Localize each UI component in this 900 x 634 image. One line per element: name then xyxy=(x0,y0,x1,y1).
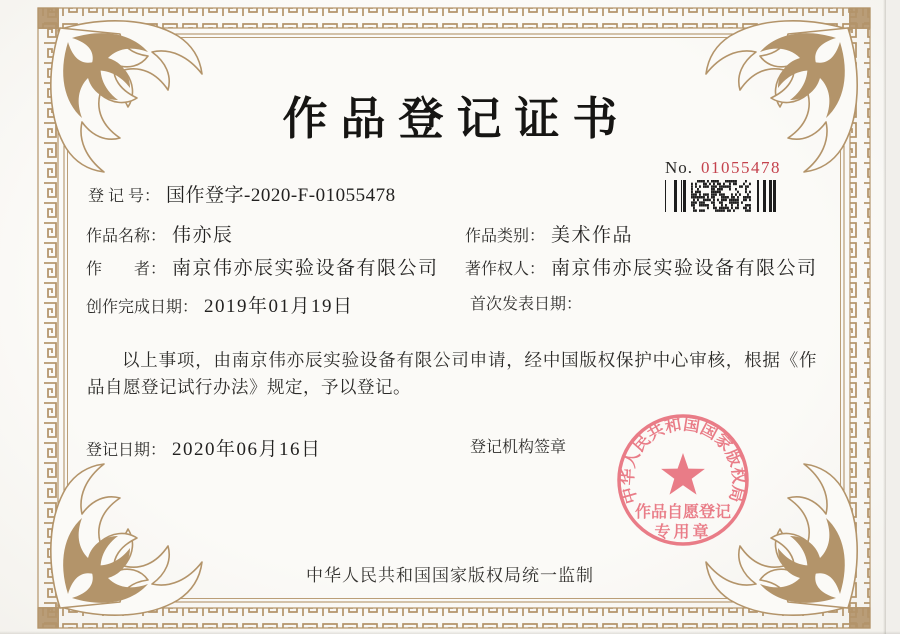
official-seal xyxy=(598,395,768,565)
registration-number-label: 登 记 号： xyxy=(88,188,161,205)
agency-signature-label: 登记机构签章 xyxy=(470,439,567,456)
work-name-value: 伟亦辰 xyxy=(172,225,234,246)
field-work-type xyxy=(465,220,633,247)
certificate-title: 作品登记证书 xyxy=(282,94,631,144)
issuer-footer: 中华人民共和国国家版权局统一监制 xyxy=(306,566,594,585)
author-label: 作 者： xyxy=(86,261,167,278)
field-work-name xyxy=(86,220,234,247)
registration-number-value: 国作登字-2020-F-01055478 xyxy=(166,185,396,206)
registration-statement: 以上事项，由南京伟亦辰实验设备有限公司申请，经中国版权保护中心审核，根据《作品自愿登记试行办法》规定，予以登记。 xyxy=(87,350,817,397)
seal-line1: 作品自愿登记 xyxy=(634,504,732,521)
serial-no-label: No. xyxy=(665,158,694,177)
completion-date-value: 2019年01月19日 xyxy=(204,296,354,317)
work-name-label: 作品名称： xyxy=(86,228,167,245)
registration-date-value: 2020年06月16日 xyxy=(172,439,322,460)
serial-block xyxy=(665,158,825,217)
seal-star-icon xyxy=(661,453,705,495)
field-registration-number xyxy=(88,180,396,207)
field-agency-signature xyxy=(470,434,566,457)
completion-date-label: 创作完成日期： xyxy=(86,299,199,316)
field-first-publish-date xyxy=(470,291,588,314)
seal-line2: 专用章 xyxy=(654,524,712,541)
field-rights-holder xyxy=(465,253,818,280)
first-publish-date-label: 首次发表日期： xyxy=(470,296,583,313)
work-type-value: 美术作品 xyxy=(551,225,634,246)
seal-ring-text: 中华人民共和国国家版权局 xyxy=(617,414,749,506)
author-value: 南京伟亦辰实验设备有限公司 xyxy=(172,258,439,279)
field-registration-date xyxy=(86,434,322,461)
serial-number: 01055478 xyxy=(701,158,782,177)
rights-holder-label: 著作权人： xyxy=(465,261,546,278)
rights-holder-value: 南京伟亦辰实验设备有限公司 xyxy=(551,258,818,279)
barcode xyxy=(665,180,777,212)
work-type-label: 作品类别： xyxy=(465,228,546,245)
registration-date-label: 登记日期： xyxy=(86,442,167,459)
field-author xyxy=(86,253,439,280)
field-completion-date xyxy=(86,291,354,318)
corner-flourish-bottom-left xyxy=(38,464,202,628)
